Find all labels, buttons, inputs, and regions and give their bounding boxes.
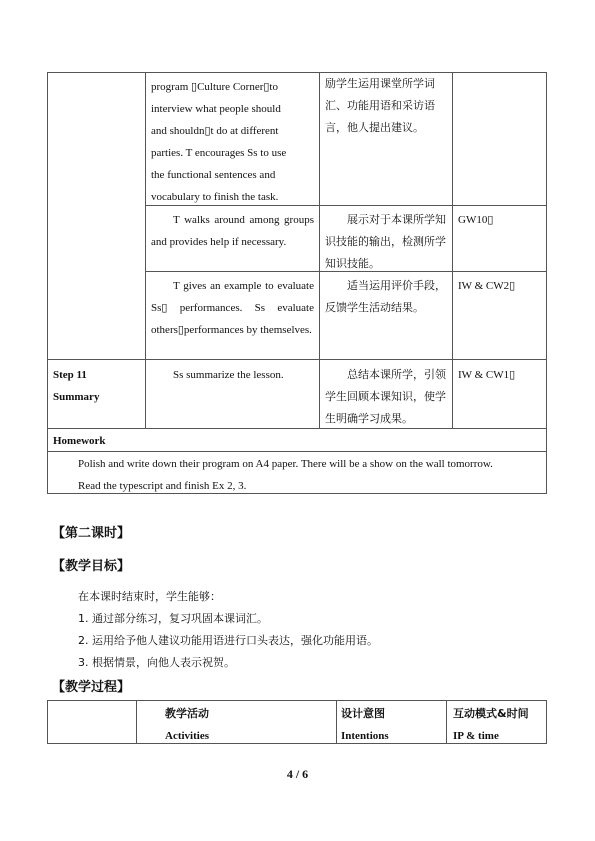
activity-line: the functional sentences and <box>151 169 276 181</box>
page-number: 4 / 6 <box>286 767 309 781</box>
activity-line: and shouldn▯t do at different <box>151 125 279 137</box>
activity-line: vocabulary to finish the task. <box>151 191 279 203</box>
header-ip-time <box>453 703 529 747</box>
mode-cell: GW10▯ <box>458 214 494 226</box>
intention-cell: 展示对于本课所学知识技能的输出，检测所学知识技能。 <box>325 213 446 270</box>
intention-cell: 总结本课所学，引领学生回顾本课知识，使学生明确学习成果。 <box>325 368 446 425</box>
activity-cell: Ss summarize the lesson. <box>173 369 284 381</box>
row-divider <box>47 428 547 429</box>
mode-cell: IW & CW1▯ <box>458 369 516 381</box>
mode-cell: IW & CW2▯ <box>458 280 516 292</box>
intention-cell: 适当运用评价手段，反馈学生活动结果。 <box>325 279 446 314</box>
step-cell <box>53 364 141 408</box>
col-divider <box>319 72 320 428</box>
header-en: Intentions <box>341 730 389 742</box>
activity-cell: T gives an example to evaluate Ss▯ performances. Ss evaluate others▯performances by themselves. <box>151 280 314 336</box>
header-cn: 教学活动 <box>165 707 209 720</box>
homework-line: Polish and write down their program on A4 paper. There will be a show on the wall tomorrow. <box>78 458 493 470</box>
table-border-top <box>47 72 547 73</box>
col-divider <box>336 700 337 743</box>
col-divider <box>145 72 146 428</box>
activity-line: parties. T encourages Ss to use <box>151 147 287 159</box>
row-divider <box>47 451 547 452</box>
col-divider <box>546 700 547 743</box>
row-divider <box>47 359 547 360</box>
section-heading-objectives: 【教学目标】 <box>52 559 131 574</box>
step-number: Step 11 <box>53 369 87 381</box>
objectives-intro: 在本课时结束时，学生能够： <box>78 590 221 603</box>
header-cn: 互动模式&时间 <box>453 707 529 720</box>
table-border-top <box>47 700 547 701</box>
header-intentions <box>341 703 389 747</box>
homework-label: Homework <box>53 435 106 447</box>
col-divider <box>546 72 547 493</box>
objective-item: 2. 运用给予他人建议功能用语进行口头表达，强化功能用语。 <box>78 634 378 647</box>
col-divider <box>136 700 137 743</box>
section-heading-lesson2: 【第二课时】 <box>52 526 131 541</box>
intention-cell: 励学生运用课堂所学词汇、功能用语和采访语言，他人提出建议。 <box>325 77 435 134</box>
col-divider <box>47 700 48 743</box>
activity-line: program ▯Culture Corner▯to <box>151 81 278 93</box>
activity-cell: T walks around among groups and provides help if necessary. <box>151 214 314 248</box>
homework-line: Read the typescript and finish Ex 2, 3. <box>78 480 247 492</box>
header-en: Activities <box>165 730 209 742</box>
header-activities <box>165 703 209 747</box>
header-cn: 设计意图 <box>341 707 385 720</box>
section-heading-process: 【教学过程】 <box>52 680 131 695</box>
col-divider <box>47 72 48 493</box>
col-divider <box>452 72 453 428</box>
objective-item: 1. 通过部分练习，复习巩固本课词汇。 <box>78 612 268 625</box>
activity-line: interview what people should <box>151 103 281 115</box>
step-name: Summary <box>53 391 100 403</box>
objective-item: 3. 根据情景，向他人表示祝贺。 <box>78 656 235 669</box>
col-divider <box>446 700 447 743</box>
header-en: IP & time <box>453 730 499 742</box>
activity-cell <box>151 76 316 208</box>
